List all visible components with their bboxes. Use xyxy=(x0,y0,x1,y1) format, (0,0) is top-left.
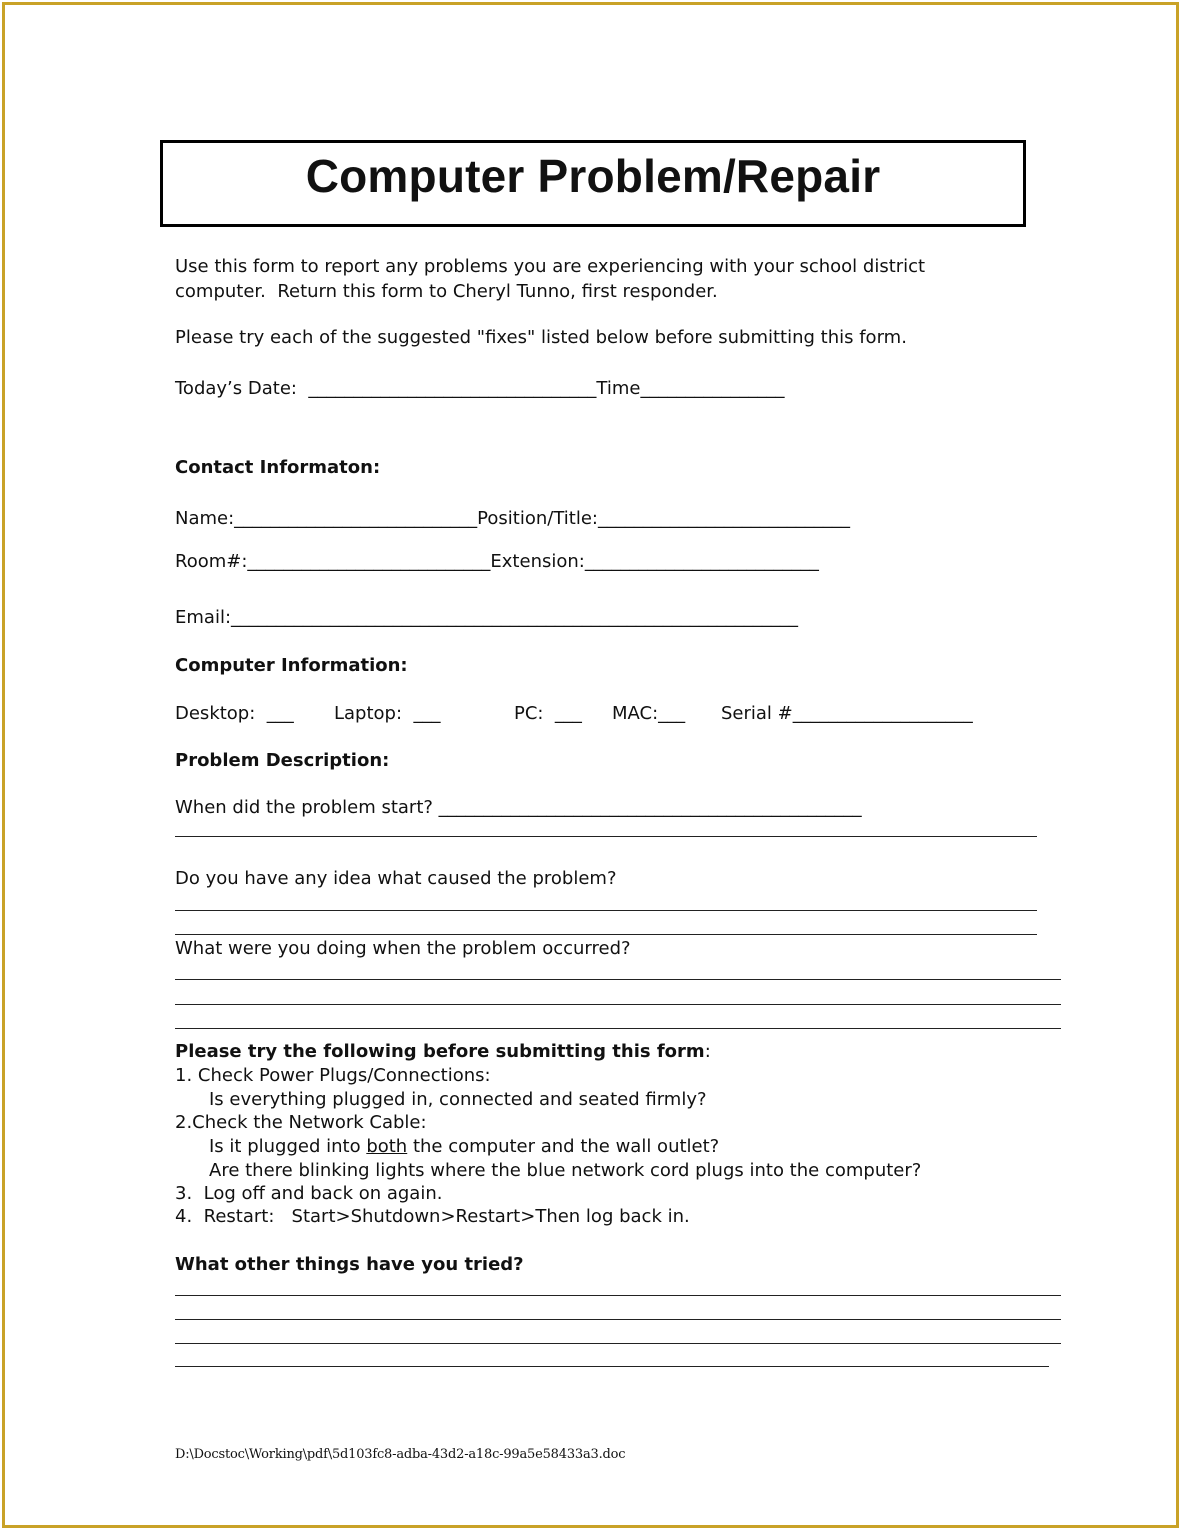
problem-start-question[interactable]: When did the problem start? _______________________________________________ xyxy=(175,797,862,818)
pc-field[interactable]: PC: ___ xyxy=(514,703,582,724)
desktop-field[interactable]: Desktop: ___ xyxy=(175,703,294,724)
date-field[interactable]: Today’s Date: ________________________________ xyxy=(175,378,597,399)
answer-line[interactable] xyxy=(175,979,1061,980)
computer-heading: Computer Information: xyxy=(175,655,408,676)
emphasis-both: both xyxy=(366,1136,408,1157)
fix-item-2: 2.Check the Network Cable: xyxy=(175,1112,427,1133)
answer-line[interactable] xyxy=(175,910,1037,911)
computer-row xyxy=(175,702,973,726)
laptop-field[interactable]: Laptop: ___ xyxy=(334,703,441,724)
contact-row-2 xyxy=(175,550,819,574)
answer-line[interactable] xyxy=(175,1343,1061,1344)
fix-item-3: 3. Log off and back on again. xyxy=(175,1183,443,1204)
room-field[interactable]: Room#:___________________________ xyxy=(175,551,491,572)
file-path-footer: D:\Docstoc\Working\pdf\5d103fc8-adba-43d2-a18c-99a5e58433a3.doc xyxy=(175,1447,626,1462)
name-field[interactable]: Name:___________________________ xyxy=(175,508,478,529)
page-title: Computer Problem/Repair xyxy=(305,149,881,202)
fixes-heading: Please try the following before submitting this form: xyxy=(175,1041,711,1062)
answer-line[interactable] xyxy=(175,1295,1061,1296)
fix-item-4: 4. Restart: Start>Shutdown>Restart>Then log back in. xyxy=(175,1206,690,1227)
other-heading: What other things have you tried? xyxy=(175,1254,524,1275)
answer-line[interactable] xyxy=(175,1004,1061,1005)
fix-item-1: 1. Check Power Plugs/Connections: xyxy=(175,1065,491,1086)
fix-item-2-detail: Is it plugged into both the computer and the wall outlet? xyxy=(209,1136,720,1157)
intro-line-1: Use this form to report any problems you are experiencing with your school district xyxy=(175,256,926,277)
title-box xyxy=(160,140,1026,227)
serial-field[interactable]: Serial #____________________ xyxy=(721,703,973,724)
contact-row-1 xyxy=(175,507,850,531)
intro-line-3: Please try each of the suggested "fixes" listed below before submitting this form. xyxy=(175,327,907,348)
answer-line[interactable] xyxy=(175,1366,1049,1367)
contact-heading: Contact Informaton: xyxy=(175,457,381,478)
problem-cause-question: Do you have any idea what caused the problem? xyxy=(175,868,617,889)
mac-field[interactable]: MAC:___ xyxy=(612,703,686,724)
fix-item-1-detail: Is everything plugged in, connected and seated firmly? xyxy=(209,1089,707,1110)
fix-item-2-detail-2: Are there blinking lights where the blue network cord plugs into the computer? xyxy=(209,1160,922,1181)
position-field[interactable]: Position/Title:____________________________ xyxy=(477,508,850,529)
problem-heading: Problem Description: xyxy=(175,750,390,771)
answer-line[interactable] xyxy=(175,836,1037,837)
email-field[interactable]: Email:_______________________________________________________________ xyxy=(175,607,799,628)
problem-doing-question: What were you doing when the problem occurred? xyxy=(175,938,631,959)
answer-line[interactable] xyxy=(175,934,1037,935)
extension-field[interactable]: Extension:__________________________ xyxy=(490,551,819,572)
date-row[interactable] xyxy=(175,377,784,401)
answer-line[interactable] xyxy=(175,1319,1061,1320)
answer-line[interactable] xyxy=(175,1028,1061,1029)
time-field[interactable]: Time________________ xyxy=(596,378,785,399)
intro-line-2: computer. Return this form to Cheryl Tunno, first responder. xyxy=(175,281,718,302)
